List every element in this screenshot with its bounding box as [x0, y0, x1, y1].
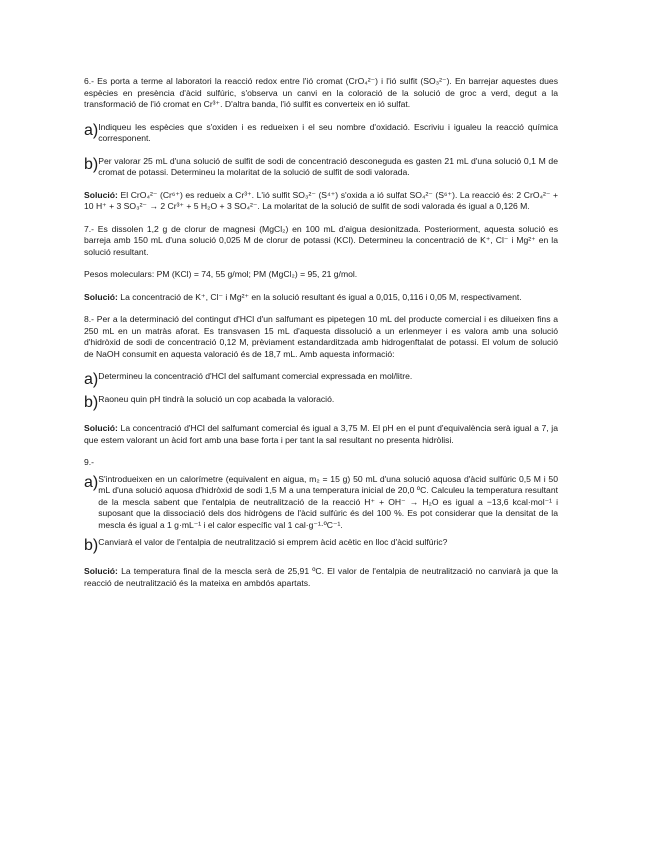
solution-text: La concentració de K⁺, Cl⁻ i Mg²⁺ en la solució resultant és igual a 0,015, 0,116 i 0,05 M, respectivament. [120, 291, 522, 302]
solution-text: La concentració d'HCl del salfumant comercial és igual a 3,75 M. El pH en el punt d'equivalència serà igual a 7, ja que estem valorant un àcid fort amb una base forta i per tant la sal resultant no presenta hidròlisi. [84, 423, 558, 445]
part-label: b) [84, 537, 99, 554]
question-6 [84, 76, 558, 213]
molecular-weights: Pesos moleculars: PM (KCl) = 74, 55 g/mol; PM (MgCl₂) = 95, 21 g/mol. [84, 269, 358, 279]
solution-label: Solució: [84, 189, 118, 200]
question-9 [84, 457, 558, 589]
part-text: Canviarà el valor de l'entalpia de neutralització si emprem àcid acètic en lloc d'àcid sulfúric? [98, 537, 448, 547]
part-text: Determineu la concentració d'HCl del salfumant comercial expressada en mol/litre. [98, 371, 413, 381]
question-8-part-b [84, 394, 558, 412]
document-page [84, 76, 558, 600]
part-label: a) [84, 473, 99, 491]
question-7 [84, 224, 558, 304]
part-text: Raoneu quin pH tindrà la solució un cop acabada la valoració. [98, 394, 335, 404]
question-7-intro: 7.- Es dissolen 1,2 g de clorur de magnesi (MgCl₂) en 100 mL d'aigua desionitzada. Posteriorment, aquesta solució es barreja amb 150 mL d'una solució 0,025 M de clorur de potassi (KCl). Determineu la concentració de K⁺, Cl⁻ i Mg²⁺ en la solució resultant. [84, 223, 558, 257]
question-6-solution [84, 190, 558, 213]
part-label: a) [84, 121, 99, 139]
question-9-solution [84, 566, 558, 589]
question-7-solution [84, 292, 558, 304]
solution-text: La temperatura final de la mescla serà de 25,91 ºC. El valor de l'entalpia de neutralització no canviarà ja que la reacció de neutralització és la mateixa en ambdós apartats. [84, 566, 559, 588]
part-label: a) [84, 371, 99, 388]
part-text: Indiqueu les espècies que s'oxiden i es redueixen i el seu nombre d'oxidació. Escriviu i igualeu la reacció química corresponent. [98, 121, 558, 143]
question-9-part-b [84, 537, 558, 555]
part-label: b) [84, 155, 99, 173]
question-8-part-a [84, 371, 558, 389]
solution-label: Solució: [84, 566, 118, 576]
question-8-intro: 8.- Per a la determinació del contingut d'HCl d'un salfumant es pipetegen 10 mL del producte comercial i es dilueixen fins a 250 mL en un matràs aforat. Es transvasen 15 mL d'aquesta dissolució a un erlenmeyer i es valora amb una solució d'hidròxid de sodi de concentració 0,12 M, prèviament estandarditzada amb hidrogenftalat de potassi. El volum de solució de NaOH consumit en aquesta valoració és de 18,7 mL. Amb aquesta informació: [84, 314, 558, 359]
solution-label: Solució: [84, 423, 118, 433]
question-6-part-a [84, 122, 558, 145]
question-9-number: 9.- [84, 457, 95, 467]
part-text: Per valorar 25 mL d'una solució de sulfit de sodi de concentració desconeguda es gasten 21 mL d'una solució 0,1 M de cromat de potassi. Determineu la molaritat de la solució de sulfit de sodi valorada. [98, 155, 558, 177]
part-text: S'introdueixen en un calorímetre (equivalent en aigua, m₂ = 15 g) 50 mL d'una solució aquosa d'àcid sulfúric 0,5 M i 50 mL d'una solució aquosa d'hidròxid de sodi 1,5 M a una temperatura inicial de 20,0 ºC. Calculeu la temperatura resultant de la mescla sabent que l'entalpia de neutralització de la reacció H⁺ + OH⁻ → H₂O es igual a −13,6 kcal·mol⁻¹ i suposant que la dissociació dels dos hidrògens de l'àcid sulfúric és del 100 %. Es pot considerar que la densitat de la mescla és igual a 1 g·mL⁻¹ i el calor específic val 1 cal·g⁻¹·ºC⁻¹. [98, 473, 558, 530]
question-6-intro: 6.- Es porta a terme al laboratori la reacció redox entre l'ió cromat (CrO₄²⁻) i l'ió sulfit (SO₃²⁻). En barrejar aquestes dues espècies en presència d'àcid sulfúric, s'observa un canvi en la coloració de la solució de groc a verd, degut a la transformació de l'ió cromat en Cr³⁺. D'altra banda, l'ió sulfit es converteix en ió sulfat. [84, 76, 558, 109]
question-8 [84, 314, 558, 446]
solution-text: El CrO₄²⁻ (Cr⁶⁺) es redueix a Cr³⁺. L'ió sulfit SO₃²⁻ (S⁴⁺) s'oxida a ió sulfat SO₄²⁻ (S⁶⁺). La reacció és: 2 CrO₄²⁻ + 10 H⁺ + 3 SO₃²⁻ → 2 Cr³⁺ + 5 H₂O + 3 SO₄²⁻. La molaritat de la solució de sulfit de sodi valorada és igual a 0,126 M. [84, 189, 559, 211]
question-6-part-b [84, 156, 558, 179]
question-9-part-a [84, 474, 558, 532]
part-label: b) [84, 394, 99, 411]
question-8-solution [84, 423, 558, 446]
solution-label: Solució: [84, 291, 118, 302]
